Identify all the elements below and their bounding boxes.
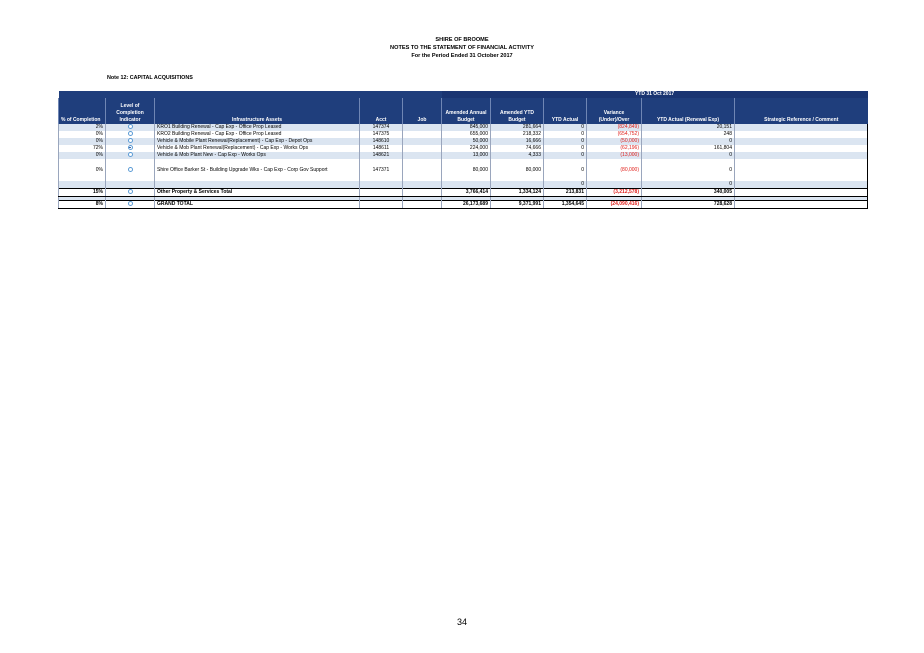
- job-cell: [403, 131, 442, 138]
- job-cell: [403, 145, 442, 152]
- ytd-actual-cell: 0: [544, 159, 587, 181]
- job-cell: [403, 159, 442, 181]
- comment-cell: [735, 145, 868, 152]
- variance-cell: (654,752): [587, 131, 642, 138]
- completion-indicator-icon: [128, 131, 133, 136]
- completion-cell: 0%: [59, 138, 106, 145]
- grand-total-row: [59, 201, 868, 209]
- annual-cell: 26,173,689: [442, 201, 491, 209]
- annual-cell: 845,000: [442, 124, 491, 131]
- renewal-cell: 728,628: [642, 201, 735, 209]
- completion-indicator-icon: [128, 124, 133, 129]
- ytd-budget-cell: 218,332: [491, 131, 544, 138]
- report-title: SHIRE OF BROOME: [435, 37, 489, 43]
- comment-cell: [735, 124, 868, 131]
- completion-indicator-icon: [128, 167, 133, 172]
- table-row: [59, 145, 868, 152]
- job-cell: [403, 124, 442, 131]
- table-row: [59, 138, 868, 145]
- subtotal-label: Other Property & Services Total: [155, 189, 360, 197]
- variance-cell: (50,000): [587, 138, 642, 145]
- variance-cell: (80,000): [587, 159, 642, 181]
- completion-cell: 72%: [59, 145, 106, 152]
- job-cell: [403, 138, 442, 145]
- ytd-actual-cell: 0: [544, 138, 587, 145]
- col-indicator: Level of Completion Indicator: [106, 98, 155, 124]
- asset-cell: Shire Office Barker St - Building Upgrade Wks - Cap Exp - Corp Gov Support: [155, 159, 360, 181]
- completion-cell: 2%: [59, 124, 106, 131]
- annual-cell: 655,000: [442, 131, 491, 138]
- acct-cell: 147375: [360, 131, 403, 138]
- acct-cell: 148610: [360, 138, 403, 145]
- table-row: [59, 181, 868, 189]
- annual-cell: 13,000: [442, 152, 491, 159]
- col-ytd-renewal: YTD Actual (Renewal Exp): [642, 98, 735, 124]
- table-row: [59, 152, 868, 159]
- col-variance: Variance (Under)/Over: [587, 98, 642, 124]
- table-row: [59, 131, 868, 138]
- renewal-cell: 0: [642, 138, 735, 145]
- annual-cell: 80,000: [442, 159, 491, 181]
- page-number: 34: [456, 617, 467, 627]
- col-completion: % of Completion: [59, 98, 106, 124]
- col-amended-ytd: Amended YTD Budget: [491, 98, 544, 124]
- annual-cell: 3,766,414: [442, 189, 491, 197]
- col-job: Job: [403, 98, 442, 124]
- annual-cell: 50,000: [442, 138, 491, 145]
- annual-cell: 224,000: [442, 145, 491, 152]
- renewal-cell: 0: [642, 181, 735, 189]
- acct-cell: 147371: [360, 159, 403, 181]
- asset-cell: Vehicle & Mobile Plant Renewal(Replacement) - Cap Exp - Depot Ops: [155, 138, 360, 145]
- ytd-group-header: YTD 31 Oct 2017: [442, 91, 868, 98]
- ytd-actual-cell: 0: [544, 145, 587, 152]
- ytd-budget-cell: 9,371,991: [491, 201, 544, 209]
- renewal-cell: 0: [642, 152, 735, 159]
- ytd-actual-cell: 213,831: [544, 189, 587, 197]
- acct-cell: 147374: [360, 124, 403, 131]
- variance-cell: (62,196): [587, 145, 642, 152]
- comment-cell: [735, 138, 868, 145]
- completion-cell: 0%: [59, 159, 106, 181]
- col-comment: Strategic Reference / Comment: [735, 98, 868, 124]
- acct-cell: 148621: [360, 152, 403, 159]
- completion-indicator-icon: [128, 189, 133, 194]
- asset-cell: Vehicle & Mob Plant New - Cap Exp - Works Ops: [155, 152, 360, 159]
- ytd-actual-cell: 1,354,645: [544, 201, 587, 209]
- report-subtitle: NOTES TO THE STATEMENT OF FINANCIAL ACTIVITY: [390, 45, 534, 51]
- completion-cell: 8%: [59, 201, 106, 209]
- asset-cell: KRO2 Building Renewal - Cap Exp - Office Prop Leased: [155, 131, 360, 138]
- renewal-cell: 0: [642, 159, 735, 181]
- renewal-cell: 20,151: [642, 124, 735, 131]
- job-cell: [403, 152, 442, 159]
- ytd-budget-cell: 74,666: [491, 145, 544, 152]
- ytd-budget-cell: 16,666: [491, 138, 544, 145]
- ytd-budget-cell: 281,664: [491, 124, 544, 131]
- ytd-actual-cell: 0: [544, 131, 587, 138]
- col-ytd-actual: YTD Actual: [544, 98, 587, 124]
- grand-total-label: GRAND TOTAL: [155, 201, 360, 209]
- ytd-actual-cell: 0: [544, 181, 587, 189]
- completion-indicator-icon: [128, 138, 133, 143]
- report-period: For the Period Ended 31 October 2017: [411, 53, 513, 59]
- completion-cell: 0%: [59, 152, 106, 159]
- col-acct: Acct: [360, 98, 403, 124]
- variance-cell: (13,000): [587, 152, 642, 159]
- table-row: [59, 124, 868, 131]
- variance-cell: (3,212,578): [587, 189, 642, 197]
- completion-indicator-icon: [128, 201, 133, 206]
- ytd-actual-cell: 0: [544, 152, 587, 159]
- variance-cell: (824,849): [587, 124, 642, 131]
- renewal-cell: 340,005: [642, 189, 735, 197]
- acct-cell: 148611: [360, 145, 403, 152]
- asset-cell: KRO1 Building Renewal - Cap Exp - Office Prop Leased: [155, 124, 360, 131]
- comment-cell: [735, 131, 868, 138]
- ytd-budget-cell: 4,333: [491, 152, 544, 159]
- ytd-actual-cell: 0: [544, 124, 587, 131]
- completion-indicator-icon: [128, 152, 133, 157]
- asset-cell: Vehicle & Mob Plant Renewal(Replacement) - Cap Exp - Works Ops: [155, 145, 360, 152]
- completion-indicator-filled-icon: [128, 145, 133, 150]
- col-asset: Infrastructure Assets: [155, 98, 360, 124]
- comment-cell: [735, 159, 868, 181]
- table-row: [59, 159, 868, 181]
- completion-cell: 15%: [59, 189, 106, 197]
- renewal-cell: 161,804: [642, 145, 735, 152]
- completion-cell: 0%: [59, 131, 106, 138]
- renewal-cell: 248: [642, 131, 735, 138]
- capital-acquisitions-table: [58, 91, 867, 209]
- comment-cell: [735, 152, 868, 159]
- subtotal-row: [59, 189, 868, 197]
- ytd-budget-cell: 80,000: [491, 159, 544, 181]
- variance-cell: (24,090,416): [587, 201, 642, 209]
- note-title: Note 12: CAPITAL ACQUISITIONS: [107, 75, 193, 81]
- ytd-budget-cell: 1,334,124: [491, 189, 544, 197]
- col-amended-annual: Amended Annual Budget: [442, 98, 491, 124]
